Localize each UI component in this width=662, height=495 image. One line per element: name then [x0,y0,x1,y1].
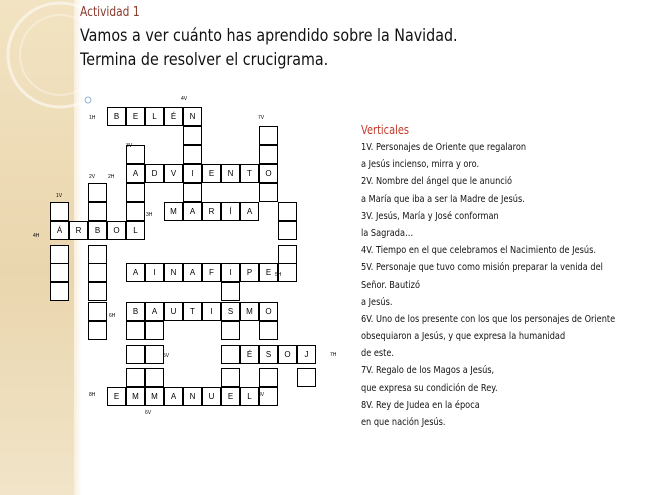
instruction-line-2: Termina de resolver el crucigrama. [80,50,329,70]
crossword-cell[interactable] [259,368,278,387]
crossword-cell-letter[interactable]: T [183,302,202,321]
crossword-cell-letter[interactable]: S [259,345,278,364]
clue-number: 3V [126,143,133,149]
crossword-cell-letter[interactable]: J [297,345,316,364]
clues-panel [361,122,657,431]
crossword-cell[interactable] [126,345,145,364]
crossword-cell-letter[interactable]: A [183,202,202,221]
crossword-cell[interactable] [259,321,278,340]
instruction-line-1: Vamos a ver cuánto has aprendido sobre la Navidad. [80,26,458,46]
crossword-cell[interactable] [259,126,278,145]
clues-title: Verticales [361,123,410,137]
crossword-cell-letter[interactable]: E [221,387,240,406]
crossword-cell[interactable] [50,282,69,301]
clue-number: 7V [258,115,265,121]
crossword-cell-letter[interactable]: E [107,387,126,406]
clue-number: 8V [258,392,265,398]
clue-line: obsequiaron a Jesús, y que expresa la humanidad [361,331,566,343]
crossword-cell[interactable] [145,321,164,340]
clue-line: a Jesús incienso, mirra y oro. [361,159,480,171]
crossword-cell-letter[interactable]: O [259,164,278,183]
clue-number: 1V [56,193,63,199]
crossword-cell[interactable] [259,145,278,164]
crossword-cell-letter[interactable]: M [126,387,145,406]
crossword-cell-letter[interactable]: M [240,302,259,321]
crossword-cell[interactable] [88,202,107,221]
clue-number: 7H [330,352,337,358]
crossword-cell-letter[interactable]: N [221,164,240,183]
crossword-cell-letter[interactable]: A [240,202,259,221]
crossword-cell-letter[interactable]: S [221,302,240,321]
clue-line: a Jesús. [361,296,393,308]
crossword-cell-letter[interactable]: O [107,221,126,240]
crossword-cell-letter[interactable]: A [126,263,145,282]
crossword-cell-letter[interactable]: O [259,302,278,321]
crossword-cell-letter[interactable]: L [126,221,145,240]
crossword-cell[interactable] [88,183,107,202]
crossword-cell-letter[interactable]: Í [221,202,240,221]
crossword-cell-letter[interactable]: A [183,263,202,282]
clue-number: 5H [275,272,282,278]
crossword-cell-letter[interactable]: E [126,107,145,126]
crossword-cell[interactable] [145,368,164,387]
clue-line: la Sagrada… [361,227,414,239]
clue-number: 6H [109,313,116,319]
crossword-cell[interactable] [50,245,69,264]
clue-number: 2H [108,174,115,180]
clue-number: 8H [89,392,96,398]
crossword-cell-letter[interactable]: U [202,387,221,406]
clue-line: Señor. Bautizó [361,279,420,291]
clue-line: 3V. Jesús, María y José conforman [361,210,499,222]
crossword-cell-letter[interactable]: B [88,221,107,240]
clue-line: 8V. Rey de Judea en la época [361,399,480,411]
crossword-cell-letter[interactable]: P [240,263,259,282]
clue-line: 4V. Tiempo en el que celebramos el Nacimiento de Jesús. [361,245,596,257]
clue-number: 4V [181,96,188,102]
crossword-cell[interactable] [278,202,297,221]
clue-line: 5V. Personaje que tuvo como misión preparar la venida del [361,262,603,274]
crossword-cell[interactable] [145,345,164,364]
clue-number: 5V [163,353,170,359]
crossword-cell-letter[interactable]: L [145,107,164,126]
crossword-cell-letter[interactable]: L [240,387,259,406]
crossword-cell-letter[interactable]: I [183,164,202,183]
crossword-cell-letter[interactable]: R [69,221,88,240]
crossword-cell[interactable] [88,263,107,282]
crossword-cell-letter[interactable]: I [145,263,164,282]
crossword-cell[interactable] [278,221,297,240]
crossword-cell-letter[interactable]: É [240,345,259,364]
crossword-cell[interactable] [278,245,297,264]
crossword-cell[interactable] [50,263,69,282]
clue-number: 4H [33,233,40,239]
crossword-cell-letter[interactable]: É [164,107,183,126]
crossword-cell[interactable] [221,345,240,364]
crossword-cell[interactable] [126,321,145,340]
crossword-cell[interactable] [221,368,240,387]
crossword-cell[interactable] [126,202,145,221]
crossword-cell[interactable] [221,321,240,340]
crossword-cell[interactable] [183,145,202,164]
crossword-cell[interactable] [259,183,278,202]
crossword-cell-letter[interactable]: E [202,164,221,183]
crossword-cell-letter[interactable]: F [202,263,221,282]
clue-list [361,139,657,431]
crossword-cell[interactable] [126,183,145,202]
crossword-cell-letter[interactable]: B [107,107,126,126]
crossword-cell-letter[interactable]: M [145,387,164,406]
clue-line: a María que iba a ser la Madre de Jesús. [361,193,525,205]
clue-line: 2V. Nombre del ángel que le anunció [361,176,513,188]
crossword-cell-letter[interactable]: V [164,164,183,183]
crossword-cell[interactable] [88,302,107,321]
crossword-cell-letter[interactable]: U [164,302,183,321]
crossword-cell-letter[interactable]: B [126,302,145,321]
crossword-cell[interactable] [297,368,316,387]
crossword-cell-letter[interactable]: I [202,302,221,321]
crossword-cell[interactable] [50,202,69,221]
clue-line: 7V. Regalo de los Magos a Jesús, [361,365,495,377]
clue-line: 1V. Personajes de Oriente que regalaron [361,142,527,153]
crossword-cell-letter[interactable]: A [126,164,145,183]
crossword-cell-letter[interactable]: I [221,263,240,282]
clue-number: 6V [145,410,152,416]
crossword-cell-letter[interactable]: A [145,302,164,321]
crossword-cell[interactable] [126,368,145,387]
crossword-cell-letter[interactable]: N [164,263,183,282]
crossword-cell[interactable] [183,126,202,145]
clue-number: 2V [89,174,96,180]
crossword-cell-letter[interactable]: Á [50,221,69,240]
crossword-cell-letter[interactable]: M [164,202,183,221]
crossword-cell[interactable] [88,282,107,301]
crossword-cell-letter[interactable]: A [164,387,183,406]
clue-line: 6V. Uno de los presente con los que los personajes de Oriente [361,313,616,325]
crossword-cell-letter[interactable]: E [259,263,278,282]
crossword-cell[interactable] [88,245,107,264]
crossword-cell-letter[interactable]: N [183,107,202,126]
crossword-cell-letter[interactable]: D [145,164,164,183]
clue-number: 3H [146,212,153,218]
crossword-cell-letter[interactable]: O [278,345,297,364]
crossword-cell[interactable] [88,321,107,340]
clue-line: en que nación Jesús. [361,417,446,428]
crossword-cell[interactable] [183,183,202,202]
crossword-cell[interactable] [221,282,240,301]
clue-line: de este. [361,348,395,360]
crossword-cell-letter[interactable]: N [183,387,202,406]
activity-title: Actividad 1 [80,5,140,20]
clue-line: que expresa su condición de Rey. [361,382,498,394]
clue-number: 1H [89,115,96,121]
crossword-cell-letter[interactable]: T [240,164,259,183]
crossword-cell-letter[interactable]: R [202,202,221,221]
